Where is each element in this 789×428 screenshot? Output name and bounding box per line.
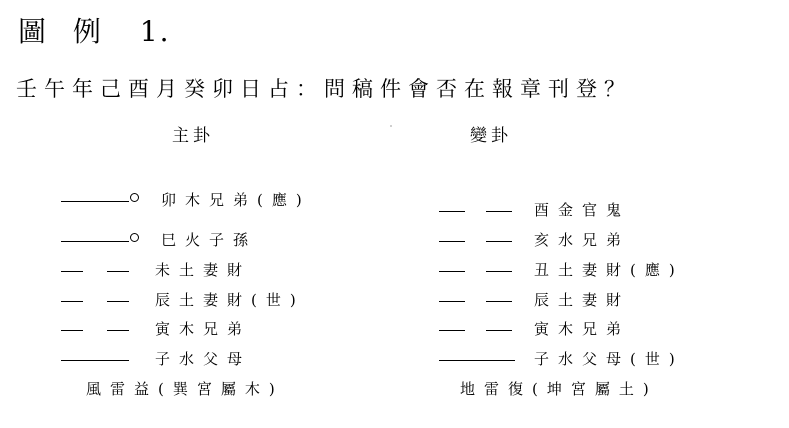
figure-title — [18, 10, 171, 50]
stray-dot — [390, 125, 392, 127]
main-yang-line — [61, 241, 129, 242]
main-yin-line-segment — [61, 271, 83, 272]
main-yin-line-segment — [61, 330, 83, 331]
main-yin-line-segment — [107, 271, 129, 272]
main-yang-line — [61, 360, 129, 361]
changed-yin-line-segment — [439, 211, 465, 212]
changed-yin-line-segment — [439, 241, 465, 242]
changed-yin-line-segment — [486, 330, 512, 331]
changed-yin-line-segment — [439, 330, 465, 331]
changed-line-label: 丑土妻財(應) — [534, 261, 684, 279]
changed-yang-line — [439, 360, 515, 361]
changed-line-label: 寅木兄弟 — [534, 320, 631, 338]
main-yin-line-segment — [107, 301, 129, 302]
main-line-label: 子水父母 — [155, 350, 252, 368]
main-line-label: 寅木兄弟 — [155, 320, 252, 338]
changed-yin-line-segment — [486, 241, 512, 242]
changed-line-label: 酉金官鬼 — [534, 201, 631, 219]
changed-line-label: 亥水兄弟 — [534, 231, 631, 249]
title-word-2: 例 — [72, 15, 103, 48]
changed-yin-line-segment — [439, 271, 465, 272]
main-moving-line-circle-icon — [130, 193, 139, 202]
changed-line-label: 辰土妻財 — [534, 291, 631, 309]
main-yin-line-segment — [107, 330, 129, 331]
main-line-label: 辰土妻財(世) — [155, 291, 305, 309]
changed-yin-line-segment — [486, 301, 512, 302]
changed-line-label: 子水父母(世) — [534, 350, 684, 368]
title-number: 1. — [139, 15, 171, 48]
changed-yin-line-segment — [439, 301, 465, 302]
main-moving-line-circle-icon — [130, 233, 139, 242]
main-line-label: 未土妻財 — [155, 261, 252, 279]
main-hexagram-heading: 主卦 — [172, 126, 214, 146]
main-hexagram-caption: 風雷益(巽宮屬木) — [86, 380, 284, 398]
main-yang-line — [61, 201, 129, 202]
title-word-1: 圖 — [18, 15, 49, 48]
changed-yin-line-segment — [486, 211, 512, 212]
changed-hexagram-heading: 變卦 — [470, 126, 512, 146]
main-line-label: 卯木兄弟(應) — [161, 191, 311, 209]
changed-hexagram-caption: 地雷復(坤宮屬土) — [460, 380, 658, 398]
changed-yin-line-segment — [486, 271, 512, 272]
question-text: 壬午年己酉月癸卯日占：問稿件會否在報章刊登？ — [16, 77, 632, 101]
main-line-label: 巳火子孫 — [161, 231, 258, 249]
main-yin-line-segment — [61, 301, 83, 302]
